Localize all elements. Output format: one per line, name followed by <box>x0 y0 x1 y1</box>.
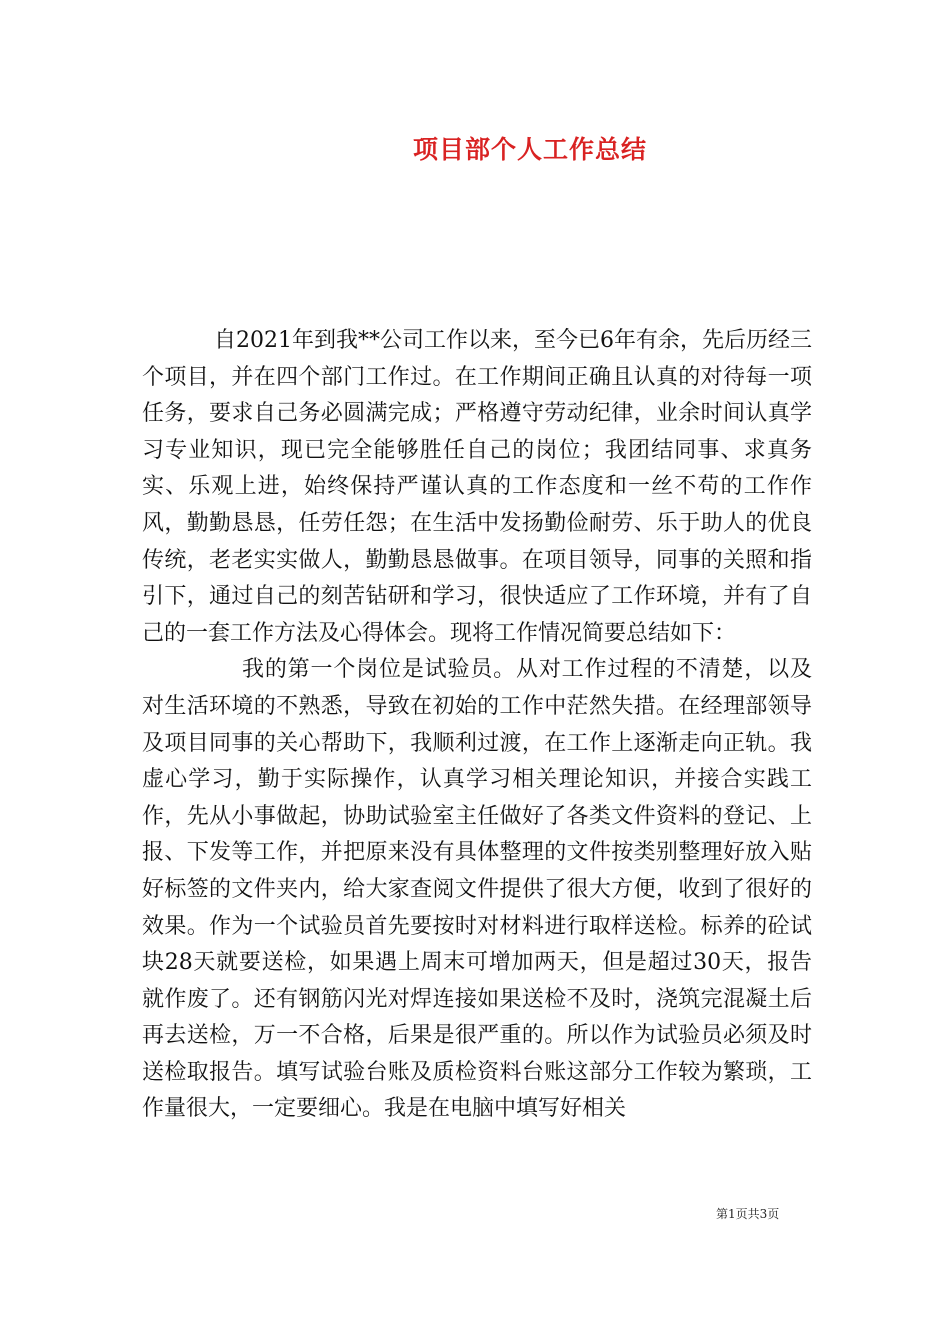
page-number-footer: 第1页共3页 <box>716 1207 780 1221</box>
document-title: 项目部个人工作总结 <box>412 135 647 164</box>
body-paragraph-2: 我的第一个岗位是试验员。从对工作过程的不清楚，以及对生活环境的不熟悉，导致在初始的工作中茫然失措。在经理部领导及项目同事的关心帮助下，我顺利过渡，在工作上逐渐走向正轨。我虚心学习，勤于实际操作，认真学习相关理论知识，并接合实践工作，先从小事做起，协助试验室主任做好了各类文件资料的登记、上报、下发等工作，并把原来没有具体整理的文件按类别整理好放入贴好标签的文件夹内，给大家查阅文件提供了很大方便，收到了很好的效果。作为一个试验员首先要按时对材料进行取样送检。标养的砼试块28天就要送检，如果遇上周末可增加两天，但是超过30天，报告就作废了。还有钢筋闪光对焊连接如果送检不及时，浇筑完混凝土后再去送检，万一不合格，后果是很严重的。所以作为试验员必须及时送检取报告。填写试验台账及质检资料台账这部分工作较为繁琐，工作量很大，一定要细心。我是在电脑中填写好相关 <box>142 657 812 1122</box>
body-paragraph-1: 自2021年到我**公司工作以来，至今已6年有余，先后历经三个项目，并在四个部门工作过。在工作期间正确且认真的对待每一项任务，要求自己务必圆满完成；严格遵守劳动纪律，业余时间认真学习专业知识，现已完全能够胜任自己的岗位；我团结同事、求真务实、乐观上进，始终保持严谨认真的工作态度和一丝不苟的工作作风，勤勤恳恳，任劳任怨；在生活中发扬勤俭耐劳、乐于助人的优良传统，老老实实做人，勤勤恳恳做事。在项目领导，同事的关照和指引下，通过自己的刻苦钻研和学习，很快适应了工作环境，并有了自己的一套工作方法及心得体会。现将工作情况简要总结如下： <box>142 328 812 646</box>
document-body <box>142 323 812 1128</box>
